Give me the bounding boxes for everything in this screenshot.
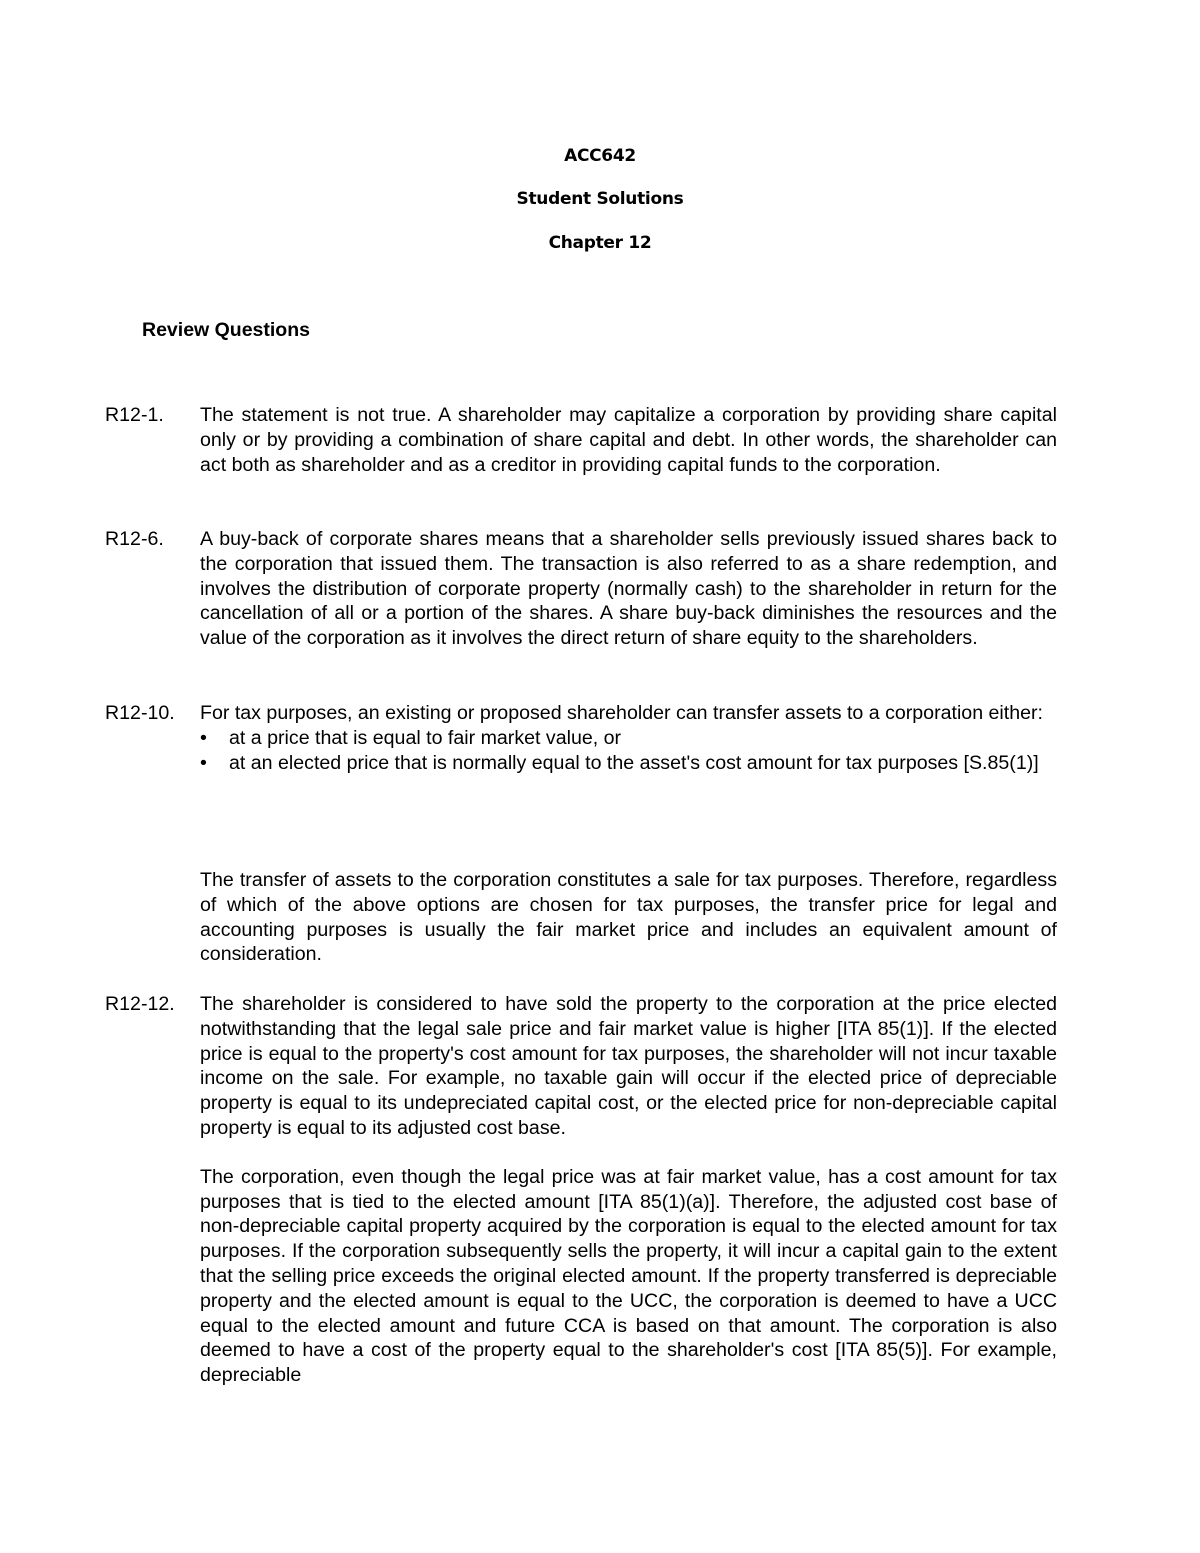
answer-paragraph: The statement is not true. A shareholder may capitalize a corporation by providing share capital only or by providing a combination of share capital and debt. In other words, the shareholder can act both as shareholder and as a creditor in providing capital funds to the corporation. — [200, 404, 1057, 476]
list-item — [200, 726, 1057, 751]
document-subtitle: Student Solutions — [516, 189, 684, 209]
answer-paragraph: The transfer of assets to the corporation constitutes a sale for tax purposes. Therefore, regardless of which of the above options are chosen for tax purposes, the transfer price for legal and accounting purposes is usually the fair market price and includes an equivalent amount of consideration. — [200, 869, 1057, 966]
answer-paragraph: The shareholder is considered to have sold the property to the corporation at the price elected notwithstanding that the legal sale price and fair market value is higher [ITA 85(1)]. If the elected price is equal to the property's cost amount for tax purposes, the shareholder will not incur taxable income on the sale. For example, no taxable gain will occur if the elected price of depreciable property is equal to its undepreciated capital cost, or the elected price for non-depreciable capital property is equal to its adjusted cost base. — [200, 993, 1057, 1139]
bullet-icon: • — [200, 726, 207, 749]
question-label: R12-1. — [105, 404, 164, 426]
list-item-text: at a price that is equal to fair market value, or — [229, 726, 622, 749]
question-label: R12-10. — [105, 702, 175, 724]
answer-block — [200, 868, 1057, 967]
list-item-text: at an elected price that is normally equal to the asset's cost amount for tax purposes [S.85(1)] — [229, 751, 1039, 774]
answer-paragraph: The corporation, even though the legal price was at fair market value, has a cost amount for tax purposes that is tied to the elected amount [ITA 85(1)(a)]. Therefore, the adjusted cost base of non-depreciable capital property acquired by the corporation is equal to the elected amount for tax purposes. If the corporation subsequently sells the property, it will incur a capital gain to the extent that the selling price exceeds the original elected amount. If the property transferred is depreciable property and the elected amount is equal to the UCC, the corporation is deemed to have a UCC equal to the elected amount and future CCA is based on that amount. The corporation is also deemed to have a cost of the property equal to the shareholder's cost [ITA 85(5)]. For example, depreciable — [200, 1165, 1057, 1387]
question-label: R12-12. — [105, 993, 175, 1015]
chapter-title: Chapter 12 — [548, 233, 652, 253]
bullet-list — [200, 726, 1057, 776]
answer-intro: For tax purposes, an existing or proposed shareholder can transfer assets to a corporation either: — [200, 702, 1043, 724]
question-label: R12-6. — [105, 528, 164, 550]
answer-block — [200, 527, 1057, 651]
course-code: ACC642 — [564, 146, 636, 166]
list-item — [200, 751, 1057, 776]
bullet-icon: • — [200, 751, 207, 774]
answer-block — [200, 992, 1057, 1388]
answer-paragraph: A buy-back of corporate shares means that a shareholder sells previously issued shares back to the corporation that issued them. The transaction is also referred to as a share redemption, and involves the distribution of corporate property (normally cash) to the shareholder in return for the cancellation of all or a portion of the shares. A share buy-back diminishes the resources and the value of the corporation as it involves the direct return of share equity to the shareholders. — [200, 528, 1057, 650]
answer-block — [200, 701, 1057, 775]
answer-block — [200, 403, 1057, 477]
section-heading: Review Questions — [142, 319, 310, 341]
